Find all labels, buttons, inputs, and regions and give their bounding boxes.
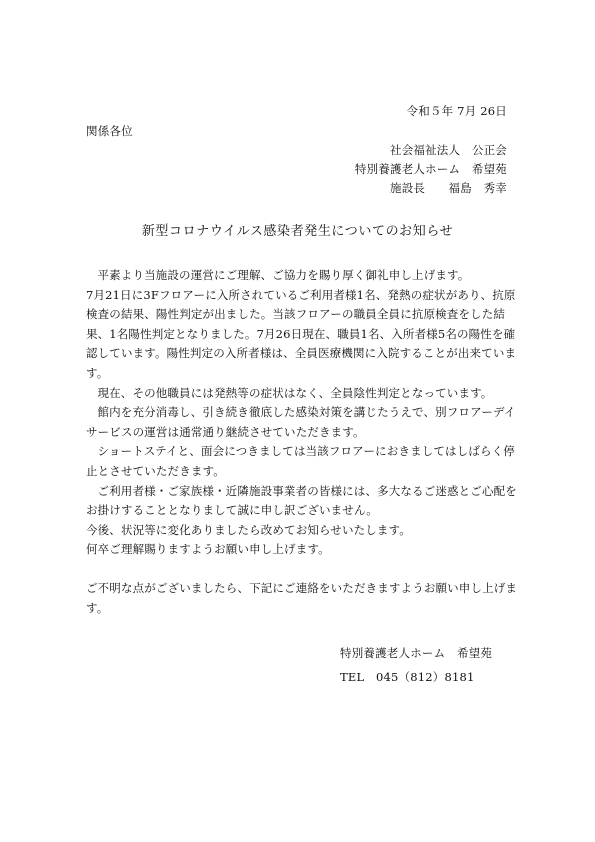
body-paragraph: ショートステイと、面会につきましては当該フロアーにおきましてはしばらく停止とさせていただきます。 [86, 444, 515, 478]
body-paragraph: 今後、状況等に変化ありましたら改めてお知らせいたします。 [86, 522, 411, 537]
footer-telephone: TEL 045（812）8181 [340, 670, 475, 684]
contact-paragraph: ご不明な点がございましたら、下記にご連絡をいただきますようお願い申し上げます。 [86, 581, 518, 615]
document-date: 令和５年 7月 26日 [406, 104, 507, 118]
sender-corporation: 社会福祉法人 公正会 [390, 143, 507, 157]
body-paragraph: 7月21日に3Fフロアーに入所されているご利用者様1名、発熱の症状があり、抗原検査の結果、陽性判定が出ました。当該フロアーの職員全員に抗原検査をした結果、1名陽性判定となりました。7月26日現在、職員1名、入所者様5名の陽性を確認しています。陽性判定の入所者様は、全員医療機関に入院することが出来ています。 [86, 287, 517, 380]
sender-director: 施設長 福島 秀幸 [390, 181, 507, 195]
body-paragraph: 平素より当施設の運営にご理解、ご協力を賜り厚く御礼申し上げます。 [97, 268, 470, 282]
body-paragraph: ご利用者様・ご家族様・近隣施設事業者の皆様には、多大なるご迷惑とご心配をお掛けすることとなりまして誠に申し訳ございません。 [86, 483, 517, 518]
notice-body [86, 266, 526, 560]
notice-title: 新型コロナウイルス感染者発生についてのお知らせ [141, 224, 454, 239]
contact-note [86, 579, 526, 618]
body-paragraph: 館内を充分消毒し、引き続き徹底した感染対策を講じたうえで、別フロアーデイサービスの運営は通常通り継続させていただきます。 [86, 405, 516, 439]
body-paragraph: 何卒ご理解賜りますようお願い申し上げます。 [86, 542, 330, 557]
body-paragraph: 現在、その他職員には発熱等の症状はなく、全員陰性判定となっています。 [97, 385, 493, 400]
footer-facility: 特別養護老人ホーム 希望苑 [340, 646, 493, 660]
addressee: 関係各位 [86, 124, 133, 138]
sender-facility: 特別養護老人ホーム 希望苑 [354, 162, 507, 176]
